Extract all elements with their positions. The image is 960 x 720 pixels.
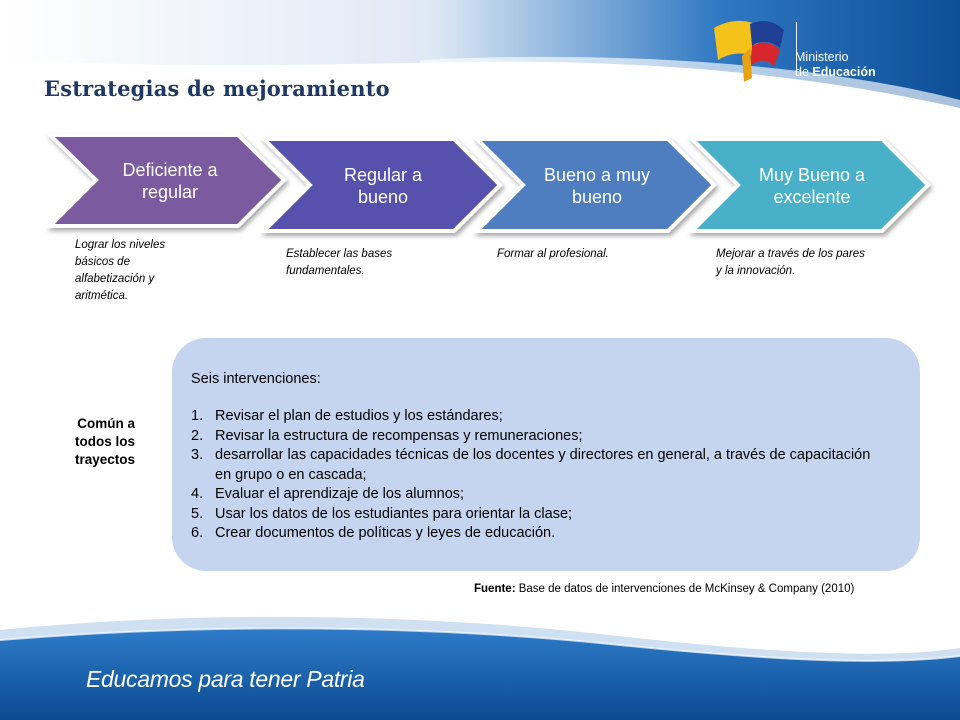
stage-label-3: Bueno a muy bueno	[543, 165, 651, 207]
stage-description-3: Formar al profesional.	[497, 248, 609, 260]
stage-label-4: Muy Bueno a excelente	[758, 165, 866, 207]
stage-chevrons	[0, 0, 960, 260]
common-label: Común a todos los trayectos	[74, 416, 135, 467]
stage-label-2: Regular a bueno	[343, 165, 423, 207]
list-item: 1. Revisar el plan de estudios y los estándares;	[191, 408, 503, 424]
page-title: Estrategias de mejoramiento	[44, 76, 390, 101]
list-item: 2. Revisar la estructura de recompensas y remuneraciones;	[191, 427, 583, 444]
source-citation	[474, 583, 854, 595]
list-item: 5. Usar los datos de los estudiantes para orientar la clase;	[191, 505, 573, 522]
source-label: Fuente:	[474, 583, 516, 595]
ministry-name-line1: Ministerio	[795, 50, 849, 64]
stage-description-2: Establecer las bases fundamentales.	[286, 248, 393, 277]
stage-label-1: Deficiente a regular	[122, 160, 218, 202]
footer-slogan: Educamos para tener Patria	[86, 666, 365, 692]
footer-swoosh	[0, 600, 960, 720]
ministry-name-line2: de Educación	[795, 65, 876, 79]
source-text: Base de datos de intervenciones de McKinsey & Company (2010)	[518, 583, 855, 595]
list-item: 4. Evaluar el aprendizaje de los alumnos;	[191, 486, 465, 502]
list-item: 3. desarrollar las capacidades técnicas de los docentes y directores en general, a través de capacitación en grupo o en cascada;	[191, 447, 871, 483]
stage-description-4: Mejorar a través de los pares y la innovación.	[716, 248, 865, 277]
interventions-heading: Seis intervenciones:	[191, 371, 321, 387]
interventions-list	[191, 407, 881, 544]
stage-description-1: Lograr los niveles básicos de alfabetización y aritmética.	[75, 239, 166, 302]
list-item: 6. Crear documentos de políticas y leyes de educación.	[191, 525, 556, 541]
